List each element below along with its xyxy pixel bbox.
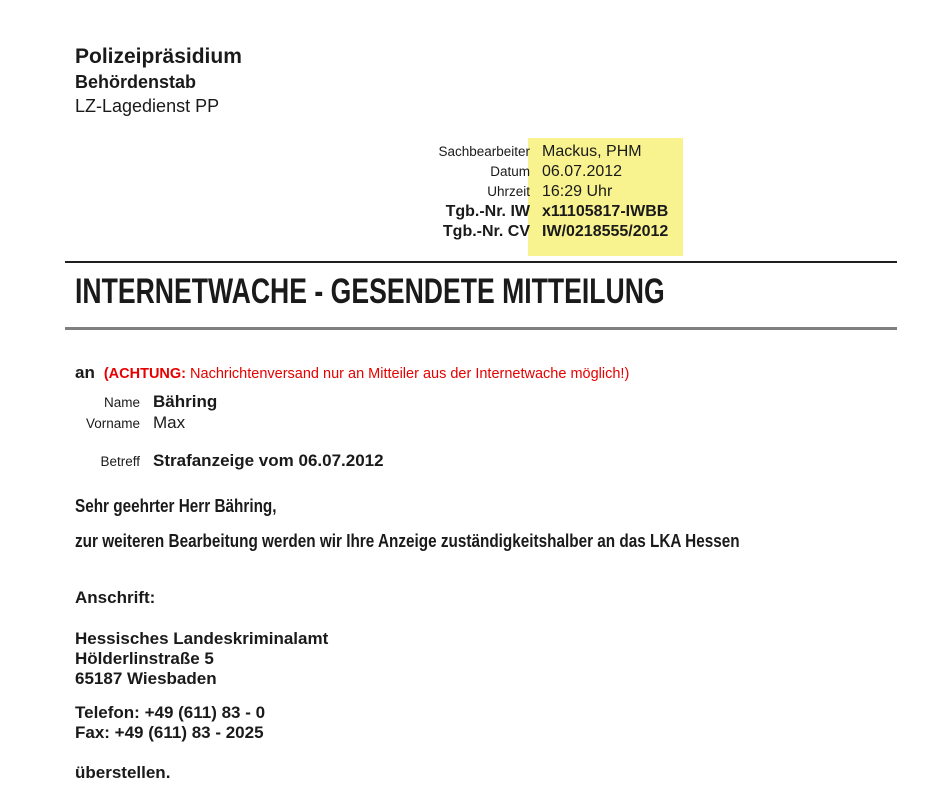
meta-value: x11105817-IWBB [542, 203, 669, 220]
recipient-line [75, 363, 629, 384]
field-row-name [0, 392, 928, 413]
closing-line: überstellen. [75, 763, 171, 782]
forward-line-text: zur weiteren Bearbeitung werden wir Ihre Anzeige zuständigkeitshalber an das LKA Hessen [75, 531, 740, 551]
recipient-fields [0, 392, 928, 434]
salutation [75, 496, 312, 516]
letterhead [75, 44, 242, 118]
salutation-text: Sehr geehrter Herr Bähring, [75, 496, 277, 516]
address-line: Hessisches Landeskriminalamt [75, 629, 329, 648]
address-line: 65187 Wiesbaden [75, 669, 217, 688]
address-line: Hölderlinstraße 5 [75, 649, 214, 668]
field-label-vorname: Vorname [85, 416, 140, 431]
meta-label: Tgb.-Nr. IW [445, 203, 530, 220]
meta-row-uhrzeit [0, 182, 928, 202]
meta-row-sachbearbeiter [0, 142, 928, 162]
address-heading: Anschrift: [75, 588, 156, 607]
field-label-name: Name [103, 395, 140, 410]
field-value-betreff: Strafanzeige vom 06.07.2012 [153, 451, 384, 470]
phone-line: Telefon: +49 (611) 83 - 0 [75, 703, 266, 722]
address-block [75, 629, 328, 689]
page-title [75, 274, 851, 309]
field-row-betreff [0, 451, 928, 472]
field-value-vorname: Max [153, 413, 186, 432]
letterhead-org: Polizeipräsidium [75, 45, 242, 68]
letterhead-unit: LZ-Lagedienst PP [75, 96, 220, 116]
field-row-vorname [0, 413, 928, 434]
field-label-betreff: Betreff [100, 454, 140, 469]
meta-label: Sachbearbeiter [438, 144, 530, 159]
field-value-name: Bähring [153, 392, 218, 411]
subject-block [0, 451, 928, 472]
warning-text [104, 364, 629, 384]
divider-bottom [65, 327, 897, 330]
meta-row-datum [0, 162, 928, 182]
meta-label: Tgb.-Nr. CV [442, 223, 530, 240]
divider-top [65, 261, 897, 263]
meta-value: 06.07.2012 [542, 163, 623, 180]
to-label: an [75, 363, 95, 382]
letterhead-department: Behördenstab [75, 72, 197, 92]
fax-line: Fax: +49 (611) 83 - 2025 [75, 723, 264, 742]
meta-label: Datum [490, 164, 530, 179]
meta-value: Mackus, PHM [542, 143, 642, 160]
meta-row-tgb-nr-iw [0, 202, 928, 222]
warning-rest: Nachrichtenversand nur an Mitteiler aus der Internetwache möglich!) [186, 366, 630, 382]
forward-line [75, 531, 857, 551]
meta-label: Uhrzeit [487, 184, 530, 199]
meta-row-tgb-nr-cv [0, 222, 928, 242]
contact-block [75, 703, 265, 743]
metadata-block [0, 142, 928, 242]
meta-value: IW/0218555/2012 [542, 223, 669, 240]
warning-emphasis: (ACHTUNG: [103, 366, 186, 382]
meta-value: 16:29 Uhr [542, 183, 613, 200]
page-title-text: INTERNETWACHE - GESENDETE MITTEILUNG [75, 272, 665, 311]
